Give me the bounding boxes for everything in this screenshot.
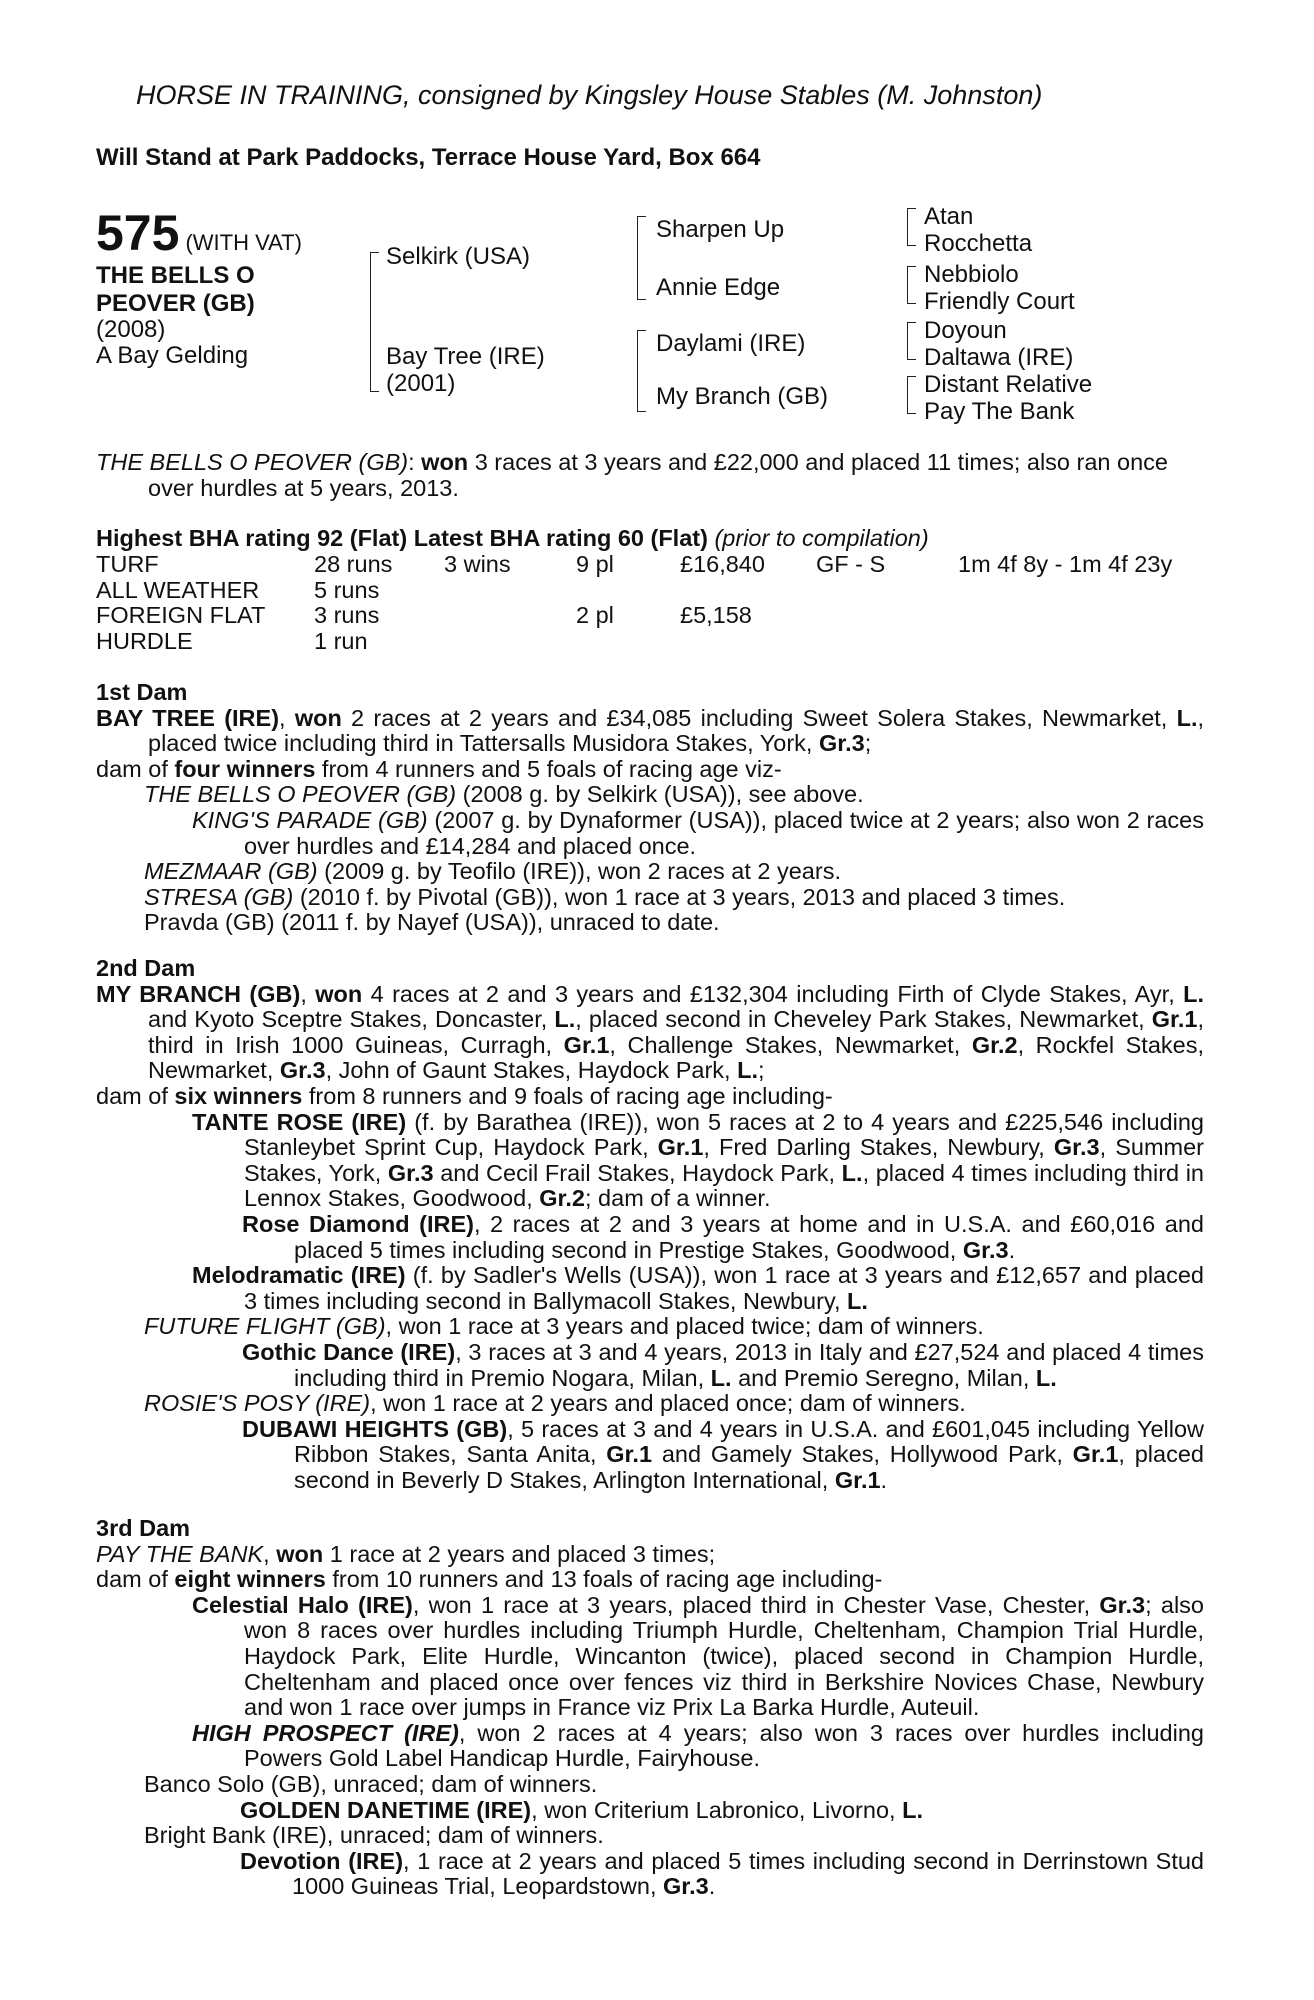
pedigree-sds: Nebbiolo: [924, 261, 1019, 288]
ratings-cell-pl: 2 pl: [576, 602, 614, 629]
horse-description: A Bay Gelding: [96, 342, 249, 369]
ratings-cell-type: ALL WEATHER: [96, 576, 260, 603]
gothic-dance-t2: and Premio Seregno, Milan,: [731, 1364, 1036, 1391]
pedigree-dds: Distant Relative: [924, 371, 1093, 398]
first-dam-damof: dam of: [96, 755, 175, 782]
pedigree-sd: Annie Edge: [656, 274, 781, 301]
first-dam-listed: L.: [1176, 704, 1198, 731]
ratings-cell-runs: 5 runs: [314, 576, 380, 603]
foaling-year: (2008): [96, 316, 166, 343]
progeny-1-name: THE BELLS O PEOVER (GB): [144, 781, 457, 808]
golden-danetime-l: L.: [902, 1796, 923, 1823]
progeny-5: Pravda (GB) (2011 f. by Nayef (USA)), unraced to date.: [144, 909, 720, 936]
second-dam-l2: L.: [554, 1006, 576, 1033]
ratings-cell-money: £16,840: [680, 551, 765, 577]
second-dam-t6: , Rockfel Stakes, Newmarket,: [148, 1031, 1204, 1084]
first-dam-group: Gr.3: [818, 730, 865, 757]
gothic-dance-l2: L.: [1035, 1364, 1057, 1391]
third-dam-t1: 1 race at 2 years and placed 3 times;: [323, 1540, 716, 1567]
horse-name-line2: PEOVER (GB): [96, 290, 255, 317]
second-dam-name: MY BRANCH (GB): [96, 980, 301, 1007]
ratings-cell-type: HURDLE: [96, 627, 193, 654]
pedigree-brace-sire-dam: [370, 252, 379, 392]
ratings-cell-runs: 3 runs: [314, 602, 380, 629]
ratings-heading-text: Highest BHA rating 92 (Flat) Latest BHA rating 60 (Flat): [96, 525, 708, 551]
tante-rose-t4: and Cecil Frail Stakes, Haydock Park,: [433, 1159, 842, 1186]
ratings-cell-type: FOREIGN FLAT: [96, 602, 266, 629]
rose-diamond-g: Gr.3: [962, 1236, 1009, 1263]
tante-rose-t5: , placed 4 times including third in Lennox Stakes, Goodwood,: [244, 1159, 1204, 1212]
tante-rose-t1: (f. by Barathea (IRE)), won 5 races at 2 to 4 years and £225,546 including Stanleybet Sprint Cup, Haydock Park,: [244, 1108, 1204, 1161]
tante-rose-t3: , Summer Stakes, York,: [244, 1134, 1204, 1186]
celestial-halo-t2: ; also won 8 races over hurdles including Triumph Hurdle, Cheltenham, Champion Trial Hurdle, Haydock Park, Elite Hurdle, Wincanton (twice), placed second in Champion Hurdle, Cheltenham and placed once over fences viz third in Berkshire Novices Chase, Newbury and won 1 race over jumps in France viz Prix La Barka Hurdle, Auteuil.: [244, 1591, 1204, 1721]
tante-rose-t2: , Fred Darling Stakes, Newbury,: [703, 1134, 1054, 1161]
lot-number-value: 575: [96, 205, 180, 261]
progeny-2-text: (2007 g. by Dynaformer (USA)), placed twice at 2 years; also won 2 races over hurdles and £14,284 and placed once.: [244, 806, 1204, 859]
progeny-4-text: (2010 f. by Pivotal (GB)), won 1 race at 3 years, 2013 and placed 3 times.: [293, 883, 1066, 910]
tante-rose-g3: Gr.3: [387, 1159, 434, 1186]
pedigree-ss: Sharpen Up: [656, 216, 785, 243]
summary-text: 3 races at 3 years and £22,000 and placed 11 times; also ran once over hurdles at 5 years, 2013.: [148, 449, 1168, 501]
pedigree-dsd: Daltawa (IRE): [924, 344, 1074, 371]
second-dam-damof: dam of: [96, 1082, 175, 1109]
melodramatic-name: Melodramatic (IRE): [192, 1262, 406, 1289]
summary-name: THE BELLS O PEOVER (GB): [96, 449, 409, 475]
tante-rose-g1: Gr.1: [657, 1134, 704, 1161]
ratings-cell-money: £5,158: [680, 602, 752, 629]
pedigree-sss: Atan: [924, 203, 974, 230]
ratings-cell-wins: 3 wins: [444, 551, 511, 577]
first-dam-winners: four winners: [174, 755, 316, 782]
celestial-halo-t1: , won 1 race at 3 years, placed third in Chester Vase, Chester,: [412, 1591, 1100, 1618]
gothic-dance-l1: L.: [710, 1364, 732, 1391]
pedigree-dam-year: (2001): [386, 370, 456, 397]
page-title: HORSE IN TRAINING, consigned by Kingsley House Stables (M. Johnston): [136, 80, 1043, 110]
pedigree-brace-g4: [907, 376, 916, 414]
second-dam-l3: L.: [737, 1057, 758, 1084]
rose-diamond-t1: , 2 races at 2 and 3 years at home and in U.S.A. and £60,016 and placed 5 times including second in Prestige Stakes, Goodwood,: [294, 1210, 1204, 1263]
progeny-3-text: (2009 g. by Teofilo (IRE)), won 2 races at 2 years.: [317, 858, 841, 885]
third-dam-winners: eight winners: [174, 1566, 326, 1593]
high-prospect-t1: , won 2 races at 4 years; also won 3 races over hurdles including Powers Gold Label Handicap Hurdle, Fairyhouse.: [244, 1719, 1204, 1772]
second-dam-t5: , Challenge Stakes, Newmarket,: [609, 1031, 972, 1058]
second-dam-g2: Gr.1: [563, 1031, 610, 1058]
ratings-cell-going: GF - S: [816, 551, 886, 577]
devotion-g: Gr.3: [663, 1873, 709, 1900]
pedigree-dd: My Branch (GB): [656, 383, 829, 410]
ratings-cell-runs: 1 run: [314, 627, 368, 654]
summary-won: won: [421, 449, 469, 475]
second-dam-winners: six winners: [174, 1082, 303, 1109]
pedigree-sire: Selkirk (USA): [386, 243, 531, 270]
pedigree-ssd: Rocchetta: [924, 230, 1033, 257]
dubawi-heights-name: DUBAWI HEIGHTS (GB): [242, 1415, 508, 1442]
race-summary: THE BELLS O PEOVER (GB): won 3 races at 3 years and £22,000 and placed 11 times; also ran once over hurdles at 5 years, 2013.: [96, 449, 1168, 501]
progeny-1-text: (2008 g. by Selkirk (USA)), see above.: [456, 781, 864, 808]
progeny-4-name: STRESA (GB): [144, 883, 294, 910]
devotion-t1: , 1 race at 2 years and placed 5 times including second in Derrinstown Stud 1000 Guineas Trial, Leopardstown,: [292, 1847, 1204, 1900]
ratings-note: (prior to compilation): [714, 525, 929, 551]
rose-diamond-t2: .: [1008, 1236, 1016, 1263]
dubawi-heights-t3: , placed second in Beverly D Stakes, Arlington International,: [294, 1441, 1204, 1493]
bright-bank: Bright Bank (IRE), unraced; dam of winners.: [144, 1822, 604, 1849]
melodramatic-l: L.: [847, 1287, 868, 1314]
first-dam-text1: 2 races at 2 years and £34,085 including Sweet Solera Stakes, Newmarket,: [341, 704, 1177, 731]
future-flight-name: FUTURE FLIGHT (GB): [144, 1313, 386, 1340]
rose-diamond-name: Rose Diamond (IRE): [242, 1210, 474, 1237]
rosies-posy-t1: , won 1 race at 2 years and placed once; dam of winners.: [370, 1390, 966, 1417]
tante-rose-t6: ; dam of a winner.: [585, 1185, 771, 1212]
future-flight-t1: , won 1 race at 3 years and placed twice; dam of winners.: [385, 1313, 984, 1340]
second-dam-t3: , placed second in Cheveley Park Stakes, Newmarket,: [575, 1006, 1152, 1033]
second-dam-t7: , John of Gaunt Stakes, Haydock Park,: [325, 1057, 738, 1084]
second-dam-g4: Gr.3: [279, 1057, 326, 1084]
dubawi-heights-g2: Gr.1: [1072, 1441, 1119, 1468]
pedigree-sdd: Friendly Court: [924, 288, 1075, 315]
third-dam-section: 3rd Dam PAY THE BANK, won 1 race at 2 years and placed 3 times; dam of eight winners from 10 runners and 13 foals of racing age including- Celestial Halo (IRE), won 1 race at 3 years, placed third in Chester Vase, Chester, Gr.3; also won 8 races over hurdles including Triumph Hurdle, Cheltenham, Champion Trial Hurdle, Haydock Park, Elite Hurdle, Wincanton (twice), placed second in Champion Hurdle, Cheltenham and placed once over fences viz third in Berkshire Novices Chase, Newbury and won 1 race over jumps in France viz Prix La Barka Hurdle, Auteuil. HIGH PROSPECT (IRE), won 2 races at 4 years; also won 3 races over hurdles including Powers Gold Label Handicap Hurdle, Fairyhouse. Banco Solo (GB), unraced; dam of winners. GOLDEN DANETIME (IRE), won Criterium Labronico, Livorno, L. Bright Bank (IRE), unraced; dam of winners. Devotion (IRE), 1 race at 2 years and placed 5 times including second in Derrinstown Stud 1000 Guineas Trial, Leopardstown, Gr.3.: [96, 1515, 1204, 1900]
banco-solo: Banco Solo (GB), unraced; dam of winners.: [144, 1770, 598, 1797]
first-dam-damof-rest: from 4 runners and 5 foals of racing age viz-: [315, 755, 782, 782]
ratings-cell-dist: 1m 4f 8y - 1m 4f 23y: [958, 551, 1173, 577]
high-prospect-name: HIGH PROSPECT (IRE): [192, 1719, 459, 1746]
ratings-heading: [96, 526, 1204, 552]
third-dam-won: won: [276, 1540, 324, 1567]
second-dam-heading: 2nd Dam: [96, 955, 196, 981]
second-dam-section: 2nd Dam MY BRANCH (GB), won 4 races at 2 and 3 years and £132,304 including Firth of Clyde Stakes, Ayr, L. and Kyoto Sceptre Stakes, Doncaster, L., placed second in Cheveley Park Stakes, Newmarket, Gr.1, third in Irish 1000 Guineas, Curragh, Gr.1, Challenge Stakes, Newmarket, Gr.2, Rockfel Stakes, Newmarket, Gr.3, John of Gaunt Stakes, Haydock Park, L.; dam of six winners from 8 runners and 9 foals of racing age including- TANTE ROSE (IRE) (f. by Barathea (IRE)), won 5 races at 2 to 4 years and £225,546 including Stanleybet Sprint Cup, Haydock Park, Gr.1, Fred Darling Stakes, Newbury, Gr.3, Summer Stakes, York, Gr.3 and Cecil Frail Stakes, Haydock Park, L., placed 4 times including third in Lennox Stakes, Goodwood, Gr.2; dam of a winner. Rose Diamond (IRE), 2 races at 2 and 3 years at home and in U.S.A. and £60,016 and placed 5 times including second in Prestige Stakes, Goodwood, Gr.3. Melodramatic (IRE) (f. by Sadler's Wells (USA)), won 1 race at 3 years and £12,657 and placed 3 times including second in Ballymacoll Stakes, Newbury, L. FUTURE FLIGHT (GB), won 1 race at 3 years and placed twice; dam of winners. Gothic Dance (IRE), 3 races at 3 and 4 years, 2013 in Italy and £27,524 and placed 4 times including third in Premio Nogara, Milan, L. and Premio Seregno, Milan, L. ROSIE'S POSY (IRE), won 1 race at 2 years and placed once; dam of winners. DUBAWI HEIGHTS (GB), 5 races at 3 and 4 years in U.S.A. and £601,045 including Yellow Ribbon Stakes, Santa Anita, Gr.1 and Gamely Stakes, Hollywood Park, Gr.1, placed second in Beverly D Stakes, Arlington International, Gr.1.: [96, 955, 1205, 1493]
second-dam-t8: ;: [757, 1057, 765, 1084]
third-dam-name: PAY THE BANK: [96, 1540, 264, 1567]
first-dam-won: won: [294, 704, 342, 731]
dubawi-heights-g3: Gr.1: [834, 1466, 881, 1493]
first-dam-text3: ;: [864, 730, 872, 757]
tante-rose-l: L.: [841, 1159, 863, 1186]
pedigree-brace-g1: [907, 208, 916, 246]
pedigree-dam: Bay Tree (IRE): [386, 343, 545, 370]
pedigree-brace-g2: [907, 266, 916, 304]
first-dam-heading: 1st Dam: [96, 679, 188, 705]
golden-danetime-t1: , won Criterium Labronico, Livorno,: [531, 1796, 903, 1823]
progeny-2-name: KING'S PARADE (GB): [192, 806, 428, 833]
second-dam-t4: , third in Irish 1000 Guineas, Curragh,: [148, 1006, 1204, 1058]
pedigree-brace-dam-line: [637, 330, 646, 412]
pedigree-brace-sire-line: [637, 216, 646, 300]
pedigree-dss: Doyoun: [924, 317, 1007, 344]
lot-number: [96, 205, 302, 261]
second-dam-l1: L.: [1183, 980, 1204, 1007]
devotion-name: Devotion (IRE): [240, 1847, 404, 1874]
first-dam-name: BAY TREE (IRE): [96, 704, 280, 731]
dubawi-heights-t1: , 5 races at 3 and 4 years in U.S.A. and £601,045 including Yellow Ribbon Stakes, Santa Anita,: [294, 1415, 1204, 1468]
stand-location: Will Stand at Park Paddocks, Terrace House Yard, Box 664: [96, 144, 761, 171]
third-dam-damof: dam of: [96, 1566, 175, 1593]
second-dam-t1: 4 races at 2 and 3 years and £132,304 including Firth of Clyde Stakes, Ayr,: [362, 980, 1184, 1007]
dubawi-heights-t2: and Gamely Stakes, Hollywood Park,: [652, 1441, 1073, 1468]
ratings-cell-pl: 9 pl: [576, 551, 614, 577]
ratings-cell-runs: 28 runs: [314, 551, 393, 577]
second-dam-g1: Gr.1: [1151, 1006, 1198, 1033]
golden-danetime-name: GOLDEN DANETIME (IRE): [240, 1796, 532, 1823]
vat-note: (WITH VAT): [185, 230, 302, 255]
melodramatic-t1: (f. by Sadler's Wells (USA)), won 1 race at 3 years and £12,657 and placed 3 times including second in Ballymacoll Stakes, Newbury,: [244, 1262, 1205, 1314]
pedigree-brace-g3: [907, 322, 916, 360]
horse-name-line1: THE BELLS O: [96, 262, 255, 289]
second-dam-t2: and Kyoto Sceptre Stakes, Doncaster,: [148, 1006, 555, 1033]
tante-rose-g4: Gr.2: [539, 1185, 585, 1212]
tante-rose-g2: Gr.3: [1053, 1134, 1100, 1161]
ratings-cell-type: TURF: [96, 551, 159, 577]
third-dam-damof-rest: from 10 runners and 13 foals of racing age including-: [325, 1566, 883, 1593]
rosies-posy-name: ROSIE'S POSY (IRE): [144, 1390, 371, 1417]
dubawi-heights-g1: Gr.1: [606, 1441, 653, 1468]
pedigree-ddd: Pay The Bank: [924, 398, 1075, 425]
second-dam-g3: Gr.2: [971, 1031, 1018, 1058]
second-dam-won: won: [315, 980, 363, 1007]
pedigree-ds: Daylami (IRE): [656, 330, 806, 357]
gothic-dance-name: Gothic Dance (IRE): [242, 1338, 456, 1365]
devotion-t2: .: [708, 1873, 716, 1900]
celestial-halo-name: Celestial Halo (IRE): [192, 1591, 413, 1618]
gothic-dance-t1: , 3 races at 3 and 4 years, 2013 in Italy and £27,524 and placed 4 times including third in Premio Nogara, Milan,: [294, 1338, 1204, 1391]
second-dam-damof-rest: from 8 runners and 9 foals of racing age including-: [302, 1082, 833, 1109]
third-dam-heading: 3rd Dam: [96, 1515, 191, 1541]
tante-rose-name: TANTE ROSE (IRE): [192, 1108, 407, 1135]
first-dam-section: 1st Dam BAY TREE (IRE), won 2 races at 2 years and £34,085 including Sweet Solera Stakes, Newmarket, L., placed twice including third in Tattersalls Musidora Stakes, York, Gr.3; dam of four winners from 4 runners and 5 foals of racing age viz- THE BELLS O PEOVER (GB) (2008 g. by Selkirk (USA)), see above. KING'S PARADE (GB) (2007 g. by Dynaformer (USA)), placed twice at 2 years; also won 2 races over hurdles and £14,284 and placed once. MEZMAAR (GB) (2009 g. by Teofilo (IRE)), won 2 races at 2 years. STRESA (GB) (2010 f. by Pivotal (GB)), won 1 race at 3 years, 2013 and placed 3 times. Pravda (GB) (2011 f. by Nayef (USA)), unraced to date.: [96, 679, 1205, 936]
dubawi-heights-t4: .: [880, 1466, 888, 1493]
progeny-3-name: MEZMAAR (GB): [144, 858, 318, 885]
first-dam-text2: , placed twice including third in Tattersalls Musidora Stakes, York,: [148, 704, 1205, 757]
celestial-halo-g: Gr.3: [1099, 1591, 1146, 1618]
